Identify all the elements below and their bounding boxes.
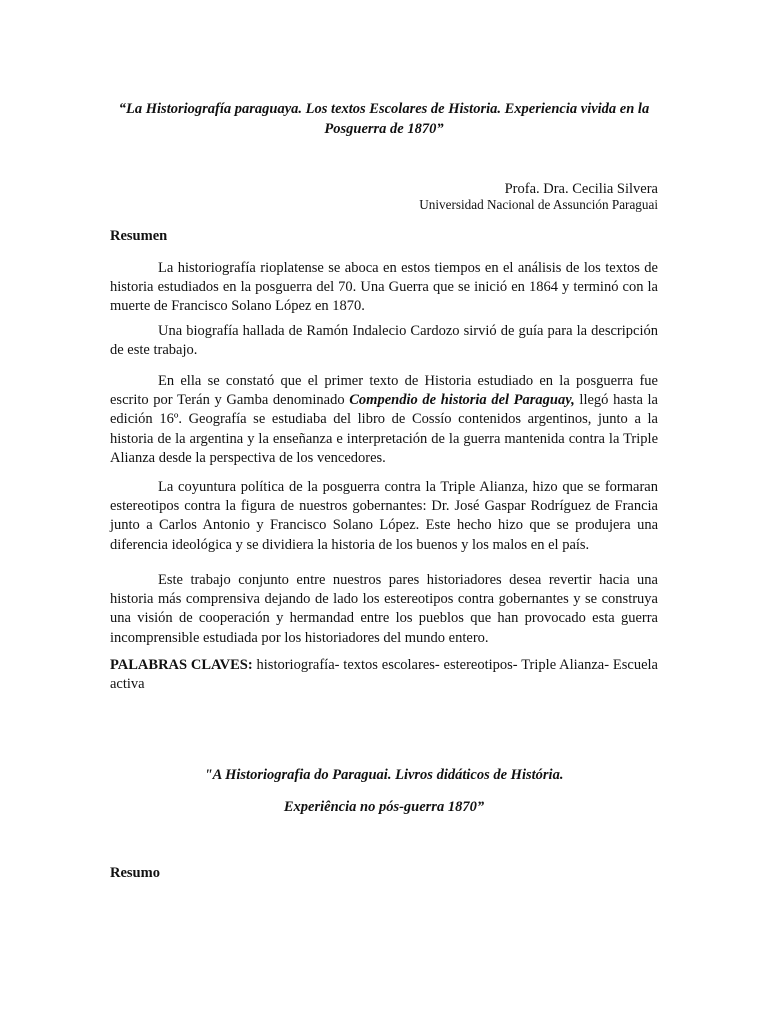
book-title: Compendio de historia del Paraguay, <box>349 392 575 409</box>
paper-title-portuguese-line-1: "A Historiografia do Paraguai. Livros didáticos de História. <box>204 767 564 783</box>
abstract-paragraph-2: Una biografía hallada de Ramón Indalecio Cardozo sirvió de guía para la descripción de este trabajo. <box>110 323 658 359</box>
author-name: Profa. Dra. Cecilia Silvera <box>504 181 658 197</box>
paper-title-spanish: “La Historiografía paraguaya. Los textos Escolares de Historia. Experiencia vivida en la Posguerra de 1870” <box>118 101 650 137</box>
abstract-paragraph-1: La historiografía rioplatense se aboca en estos tiempos en el análisis de los textos de historia estudiados en la posguerra del 70. Una Guerra que se inició en 1864 y terminó con la muerte de Francisco Solano López en 1870. <box>110 260 658 315</box>
resumo-heading: Resumo <box>110 865 160 881</box>
paragraph-3-text-end: llegó hasta la edición 16º. Geografía se estudiaba del libro de Cossío contenidos argentinos, junto a la historia de la argentina y la enseñanza e interpretación de la guerra mantenida contra la Triple Alianza desde la perspectiva de los vencedores. <box>110 392 658 466</box>
paragraph-3-text-start: En ella se constató que el primer texto de Historia estudiado en la posguerra fue escrito por Terán y Gamba denominado <box>110 373 658 409</box>
abstract-paragraph-5: Este trabajo conjunto entre nuestros pares historiadores desea revertir hacia una historia más comprensiva dejando de lado los estereotipos contra gobernantes y se construya una visión de cooperación y hermandad entre los pueblos que han provocado esta guerra incomprensible estudiada por los historiadores del mundo entero. <box>110 572 658 646</box>
abstract-paragraph-3 <box>110 372 658 468</box>
author-affiliation: Universidad Nacional de Assunción Paraguai <box>419 197 658 212</box>
keywords <box>110 656 658 694</box>
keywords-label: PALABRAS CLAVES: <box>110 657 253 673</box>
paper-title-portuguese-line-2: Experiência no pós-guerra 1870” <box>283 799 485 815</box>
abstract-paragraph-4: La coyuntura política de la posguerra contra la Triple Alianza, hizo que se formaran estereotipos contra la figura de nuestros gobernantes: Dr. José Gaspar Rodríguez de Francia junto a Carlos Antonio y Francisco Solano López. Este hecho hizo que se produjera una diferencia ideológica y se dividiera la historia de los buenos y los malos en el país. <box>110 479 658 553</box>
keywords-text: historiografía- textos escolares- estereotipos- Triple Alianza- Escuela activa <box>110 657 658 693</box>
resumen-heading: Resumen <box>110 228 168 244</box>
